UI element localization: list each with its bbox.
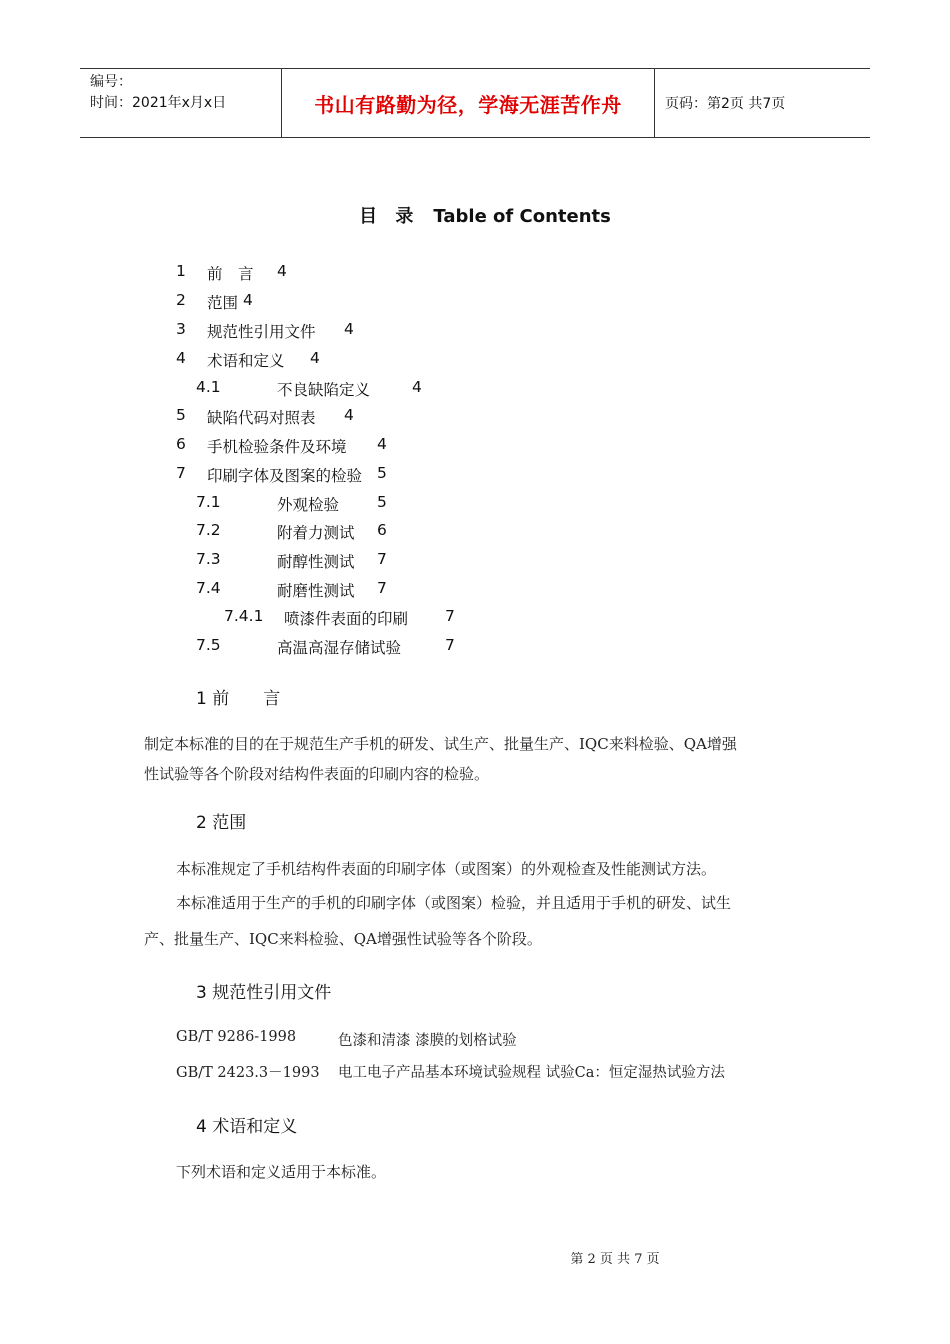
toc-entry-title: 喷漆件表面的印刷 (284, 610, 409, 628)
paragraph-line: 性试验等各个阶段对结构件表面的印刷内容的检验。 (144, 765, 490, 783)
paragraph-line: 本标准适用于生产的手机的印刷字体（或图案）检验，并且适用于手机的研发、试生 (176, 894, 732, 912)
toc-entry-page: 4 (344, 406, 354, 424)
paragraph-line: 制定本标准的目的在于规范生产手机的研发、试生产、批量生产、IQC来料检验、QA增强 (144, 735, 737, 753)
toc-entry-page: 4 (243, 291, 253, 309)
page-footer: 第 2 页 共 7 页 (570, 1252, 660, 1267)
toc-entry-number: 4.1 (196, 378, 221, 396)
toc-entry-page: 4 (412, 378, 422, 396)
paragraph-line: 本标准规定了手机结构件表面的印刷字体（或图案）的外观检查及性能测试方法。 (176, 860, 717, 878)
toc-entry-page: 4 (277, 262, 287, 280)
toc-entry-title: 缺陷代码对照表 (207, 409, 316, 427)
page-header (80, 68, 870, 138)
reference-title: 电工电子产品基本环境试验规程 试验Ca：恒定湿热试验方法 (338, 1065, 725, 1081)
doc-code-label: 编号： (90, 74, 132, 90)
toc-entry-page: 7 (377, 579, 387, 597)
toc-entry-number: 2 (176, 291, 186, 309)
toc-entry-title: 术语和定义 (207, 352, 285, 370)
section-heading-terms-definitions: 4 术语和定义 (196, 1117, 298, 1137)
toc-entry-number: 5 (176, 406, 186, 424)
toc-entry-title: 印刷字体及图案的检验 (207, 467, 363, 485)
header-motto-cell (282, 69, 655, 137)
header-page-info: 页码：第2页 共7页 (665, 96, 786, 112)
toc-entry-title: 耐醇性测试 (277, 553, 355, 571)
toc-entry-page: 4 (344, 320, 354, 338)
header-page-cell (655, 69, 870, 137)
reference-title: 色漆和清漆 漆膜的划格试验 (338, 1033, 517, 1049)
toc-entry-number: 7 (176, 464, 186, 482)
toc-entry-page: 4 (377, 435, 387, 453)
toc-entry-page: 6 (377, 521, 387, 539)
toc-entry-title: 耐磨性测试 (277, 582, 355, 600)
toc-entry-page: 5 (377, 464, 387, 482)
toc-entry-page: 7 (445, 636, 455, 654)
paragraph-line: 下列术语和定义适用于本标准。 (176, 1163, 387, 1181)
toc-entry-number: 7.5 (196, 636, 221, 654)
toc-entry-number: 3 (176, 320, 186, 338)
toc-entry-number: 7.4.1 (224, 607, 264, 625)
section-heading-normative-references: 3 规范性引用文件 (196, 983, 332, 1003)
toc-entry-page: 7 (377, 550, 387, 568)
toc-entry-title: 规范性引用文件 (207, 323, 316, 341)
toc-entry-title: 外观检验 (277, 496, 340, 514)
toc-entry-title: 附着力测试 (277, 524, 355, 542)
toc-entry-title: 手机检验条件及环境 (207, 438, 347, 456)
toc-title (0, 202, 950, 228)
toc-entry-page: 5 (377, 493, 387, 511)
toc-entry-title: 范围 (207, 294, 239, 312)
toc-entry-number: 7.2 (196, 521, 221, 539)
toc-entry-title: 不良缺陷定义 (277, 381, 371, 399)
header-motto: 书山有路勤为径，学海无涯苦作舟 (314, 92, 622, 117)
toc-entry-page: 4 (310, 349, 320, 367)
section-heading-scope: 2 范围 (196, 813, 247, 833)
toc-entry-number: 7.4 (196, 579, 221, 597)
doc-date-label: 时间：2021年x月x日 (90, 95, 227, 111)
toc-entry-number: 7.3 (196, 550, 221, 568)
section-heading-foreword: 1 前 言 (196, 689, 281, 709)
toc-entry-page: 7 (445, 607, 455, 625)
toc-title-en: Table of Contents (433, 206, 611, 227)
toc-entry-title: 前 言 (207, 265, 254, 283)
reference-code: GB/T 9286-1998 (176, 1029, 297, 1045)
toc-entry-number: 7.1 (196, 493, 221, 511)
paragraph-line: 产、批量生产、IQC来料检验、QA增强性试验等各个阶段。 (144, 930, 542, 948)
toc-entry-number: 4 (176, 349, 186, 367)
toc-entry-number: 1 (176, 262, 186, 280)
toc-entry-title: 高温高湿存储试验 (277, 639, 402, 657)
toc-title-cn: 目 录 (359, 206, 420, 227)
header-left-cell (80, 69, 282, 137)
toc-entry-number: 6 (176, 435, 186, 453)
reference-code: GB/T 2423.3－1993 (176, 1065, 320, 1081)
